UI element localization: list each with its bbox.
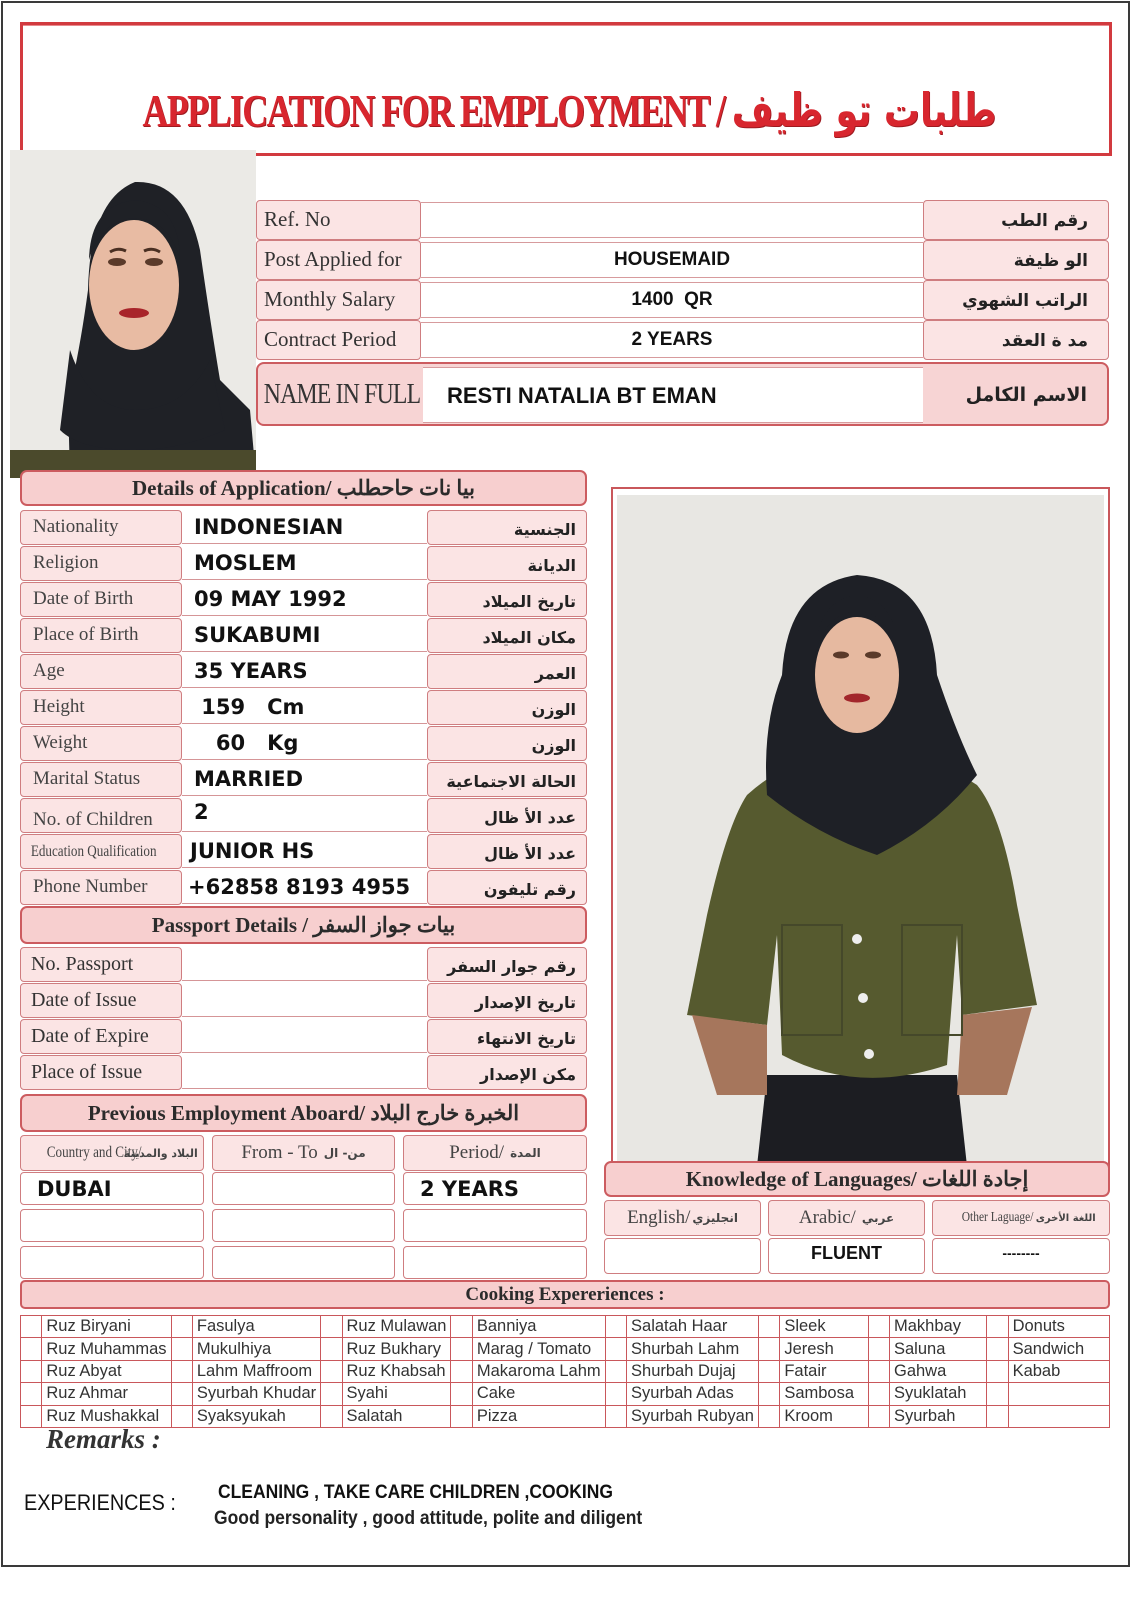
prev-emp-country-1[interactable]: DUBAI [20,1172,204,1205]
other-language-label: Other Laguage/ [962,1210,1034,1225]
cooking-checkbox[interactable] [758,1360,779,1382]
cooking-item: Syurbah Adas [627,1383,759,1405]
cooking-item: Fasulya [192,1316,320,1338]
cooking-checkbox[interactable] [321,1383,342,1405]
cooking-item: Kroom [780,1405,868,1427]
post-applied-arabic: الو ظيفة [923,240,1109,280]
weight-row [20,726,587,761]
cooking-item: Syurbah [890,1405,987,1427]
cooking-checkbox[interactable] [451,1338,472,1360]
monthly-salary-arabic: الراتب الشهوي [923,280,1109,320]
cooking-item: Makaroma Lahm [472,1360,605,1382]
cooking-checkbox[interactable] [758,1383,779,1405]
cooking-item: Ruz Ahmar [42,1383,171,1405]
marital-status-arabic: الحالة الاجتماعية [427,762,587,797]
cooking-checkbox[interactable] [21,1338,42,1360]
period-column-header [403,1135,587,1171]
previous-employment-header: Previous Employment Aboard/ الخبرة خارج البلاد [20,1094,587,1132]
cooking-item: Syuklatah [890,1383,987,1405]
date-of-issue-field[interactable] [182,984,427,1017]
cooking-checkbox[interactable] [868,1405,889,1427]
contract-period-row [256,320,1109,360]
cooking-item: Saluna [890,1338,987,1360]
place-of-issue-label: Place of Issue [20,1055,182,1090]
cooking-row [21,1316,1110,1338]
phone-arabic: رقم تليفون [427,870,587,905]
cooking-item: Ruz Muhammas [42,1338,171,1360]
education-label-cell [20,834,182,869]
place-of-birth-arabic: مكان الميلاد [427,618,587,653]
cooking-item: Cake [472,1383,605,1405]
cooking-item: Gahwa [890,1360,987,1382]
cooking-row [21,1360,1110,1382]
prev-emp-from-to-2[interactable] [212,1209,395,1242]
cooking-checkbox[interactable] [605,1338,626,1360]
title-separator: / [715,85,725,136]
place-of-birth-label: Place of Birth [20,618,182,653]
date-of-birth-arabic: تاريخ الميلاد [427,582,587,617]
cooking-checkbox[interactable] [321,1405,342,1427]
arabic-column-header [768,1200,925,1236]
cooking-item: Ruz Abyat [42,1360,171,1382]
cooking-item: Salatah Haar [627,1316,759,1338]
country-city-label: Country and City/ [47,1144,142,1161]
age-field[interactable]: 35 YEARS [182,655,427,688]
passport-no-row [20,947,587,982]
arabic-level-field[interactable]: FLUENT [768,1238,925,1274]
prev-emp-country-3[interactable] [20,1246,204,1279]
date-of-expire-field[interactable] [182,1020,427,1053]
cooking-checkbox[interactable] [171,1360,192,1382]
applicant-photo-portrait [10,150,256,478]
cooking-item: Lahm Maffroom [192,1360,320,1382]
age-row [20,654,587,689]
arabic-label: Arabic/ [798,1207,856,1228]
english-label: English/ [627,1207,691,1228]
from-to-label: From - To [241,1142,318,1163]
cooking-checkbox[interactable] [171,1405,192,1427]
ref-no-arabic: رقم الطب [923,200,1109,240]
place-of-issue-field[interactable] [182,1056,427,1089]
weight-field[interactable]: 60 Kg [182,727,427,760]
remarks-title: Remarks : [46,1424,161,1454]
cooking-item: Salatah [342,1405,451,1427]
ref-no-row [256,200,1109,240]
date-of-birth-row [20,582,587,617]
religion-field[interactable]: MOSLEM [182,547,427,580]
post-applied-field[interactable]: HOUSEMAID [421,242,923,278]
date-of-issue-label: Date of Issue [20,983,182,1018]
cooking-checkbox[interactable] [605,1316,626,1338]
full-name-row [256,362,1109,426]
age-label: Age [20,654,182,689]
country-city-column-header [20,1135,204,1171]
cooking-row [21,1405,1110,1427]
cooking-item: Sambosa [780,1383,868,1405]
marital-status-field[interactable]: MARRIED [182,763,427,796]
nationality-field[interactable]: INDONESIAN [182,511,427,544]
cooking-item: Mukulhiya [192,1338,320,1360]
monthly-salary-row [256,280,1109,320]
date-of-expire-label: Date of Expire [20,1019,182,1054]
cooking-checkbox[interactable] [451,1405,472,1427]
cooking-checkbox[interactable] [868,1383,889,1405]
cooking-item: Ruz Khabsah [342,1360,451,1382]
nationality-arabic: الجنسية [427,510,587,545]
cooking-checkbox[interactable] [987,1360,1008,1382]
cooking-checkbox[interactable] [605,1383,626,1405]
cooking-checkbox[interactable] [868,1338,889,1360]
from-to-arabic: من- ال [323,1145,366,1160]
cooking-checkbox[interactable] [21,1360,42,1382]
date-of-expire-arabic: تاريخ الانتهاء [427,1019,587,1054]
languages-header: Knowledge of Languages/ إجادة اللغات [604,1161,1110,1197]
cooking-item: Shurbah Dujaj [627,1360,759,1382]
date-of-issue-row [20,983,587,1018]
cooking-checkbox[interactable] [171,1338,192,1360]
country-city-arabic: البلاد والمدينة [123,1146,198,1160]
religion-row [20,546,587,581]
english-level-field[interactable] [604,1238,761,1274]
cooking-item: Sleek [780,1316,868,1338]
children-label: No. of Children [20,798,182,833]
monthly-salary-field[interactable]: 1400 QR [421,282,923,318]
cooking-item: Syurbah Rubyan [627,1405,759,1427]
height-arabic: الوزن [427,690,587,725]
cooking-checkbox[interactable] [451,1316,472,1338]
education-field[interactable]: JUNIOR HS [182,835,427,868]
prev-emp-period-1[interactable]: 2 YEARS [403,1172,587,1205]
cooking-header: Cooking Expereriences : [20,1280,1110,1309]
cooking-row [21,1338,1110,1360]
cooking-checkbox[interactable] [321,1360,342,1382]
children-arabic: عدد الأ ظال [427,798,587,833]
age-arabic: العمر [427,654,587,689]
religion-arabic: الديانة [427,546,587,581]
place-of-issue-arabic: مكن الإصدار [427,1055,587,1090]
title-arabic: طلبات تو ظيف [731,83,997,137]
cooking-item: Makhbay [890,1316,987,1338]
prev-emp-from-to-3[interactable] [212,1246,395,1279]
contract-period-label: Contract Period [256,320,421,360]
cooking-checkbox[interactable] [321,1316,342,1338]
cooking-checkbox[interactable] [171,1383,192,1405]
english-arabic: انجليزي [692,1210,738,1225]
post-applied-label: Post Applied for [256,240,421,280]
cooking-item: Syurbah Khudar [192,1383,320,1405]
english-column-header [604,1200,761,1236]
cooking-checkbox[interactable] [758,1316,779,1338]
cooking-checkbox[interactable] [987,1405,1008,1427]
cooking-checkbox[interactable] [987,1338,1008,1360]
cooking-item: Sandwich [1008,1338,1109,1360]
other-language-arabic: اللغة الأخرى [1035,1212,1096,1224]
passport-no-arabic: رقم جوار السفر [427,947,587,982]
ref-no-field[interactable] [421,202,923,238]
place-of-birth-row [20,618,587,653]
phone-field[interactable]: +62858 8193 4955 [182,871,427,904]
cooking-checkbox[interactable] [21,1316,42,1338]
page-title [142,83,997,137]
cooking-checkbox[interactable] [451,1383,472,1405]
cooking-item: Syaksyukah [192,1405,320,1427]
cooking-item: Marag / Tomato [472,1338,605,1360]
cooking-checkbox[interactable] [21,1383,42,1405]
cooking-checkbox[interactable] [21,1405,42,1427]
period-arabic: المدة [510,1145,541,1160]
height-row [20,690,587,725]
cooking-item: Kabab [1008,1360,1109,1382]
other-language-level-field[interactable]: -------- [932,1238,1110,1274]
height-field[interactable]: 159 Cm [182,691,427,724]
prev-emp-country-2[interactable] [20,1209,204,1242]
cooking-item: Jeresh [780,1338,868,1360]
date-of-expire-row [20,1019,587,1054]
nationality-label: Nationality [20,510,182,545]
children-row [20,798,587,833]
cooking-item: Ruz Biryani [42,1316,171,1338]
cooking-item: Fatair [780,1360,868,1382]
experiences-line-1: CLEANING , TAKE CARE CHILDREN ,COOKING [218,1482,613,1503]
cooking-item: Ruz Mushakkal [42,1405,171,1427]
cooking-checkbox[interactable] [868,1360,889,1382]
date-of-birth-field[interactable]: 09 MAY 1992 [182,583,427,616]
cooking-item: Pizza [472,1405,605,1427]
other-language-column-header [932,1200,1110,1236]
children-field[interactable]: 2 [182,799,427,832]
date-of-birth-label: Date of Birth [20,582,182,617]
cooking-row [21,1383,1110,1405]
cooking-checkbox[interactable] [758,1338,779,1360]
prev-emp-period-2[interactable] [403,1209,587,1242]
full-name-arabic: الاسم الكامل [965,384,1087,406]
education-label: Education Qualification [30,843,157,860]
cooking-checkbox[interactable] [171,1316,192,1338]
monthly-salary-label: Monthly Salary [256,280,421,320]
passport-no-field[interactable] [182,948,427,981]
cooking-item: Shurbah Lahm [627,1338,759,1360]
prev-emp-period-3[interactable] [403,1246,587,1279]
cooking-checkbox[interactable] [868,1316,889,1338]
passport-header: Passport Details / بيات جواز السفر [20,906,587,944]
marital-status-row [20,762,587,797]
title-english: APPLICATION FOR EMPLOYMENT [142,85,709,136]
nationality-row [20,510,587,545]
weight-arabic: الوزن [427,726,587,761]
phone-label: Phone Number [20,870,182,905]
place-of-birth-field[interactable]: SUKABUMI [182,619,427,652]
cooking-item: Syahi [342,1383,451,1405]
cooking-checkbox[interactable] [605,1405,626,1427]
cooking-checkbox[interactable] [987,1316,1008,1338]
marital-status-label: Marital Status [20,762,182,797]
religion-label: Religion [20,546,182,581]
full-name-field[interactable]: RESTI NATALIA BT EMAN [423,367,923,423]
cooking-item [1008,1383,1109,1405]
education-row [20,834,587,869]
cooking-item: Ruz Bukhary [342,1338,451,1360]
title-banner [20,22,1112,156]
cooking-checkbox[interactable] [451,1360,472,1382]
passport-no-label: No. Passport [20,947,182,982]
contract-period-arabic: مد ة العقد [923,320,1109,360]
cooking-checkbox[interactable] [321,1338,342,1360]
ref-no-label: Ref. No [256,200,421,240]
cooking-checkbox[interactable] [987,1383,1008,1405]
education-arabic: عدد الأ ظال [427,834,587,869]
weight-label: Weight [20,726,182,761]
cooking-item [1008,1405,1109,1427]
height-label: Height [20,690,182,725]
cooking-item: Ruz Mulawan [342,1316,451,1338]
place-of-issue-row [20,1055,587,1090]
cooking-item: Banniya [472,1316,605,1338]
full-name-label: NAME IN FULL [263,378,421,410]
contract-period-field[interactable]: 2 YEARS [421,322,923,358]
from-to-column-header [212,1135,395,1171]
cooking-checkbox[interactable] [605,1360,626,1382]
experiences-line-2: Good personality , good attitude, polite and diligent [214,1508,643,1529]
cooking-table [20,1315,1110,1428]
applicant-photo-full-body [617,495,1104,1166]
cooking-item: Donuts [1008,1316,1109,1338]
period-label: Period/ [449,1142,505,1163]
prev-emp-from-to-1[interactable] [212,1172,395,1205]
date-of-issue-arabic: تاريخ الإصدار [427,983,587,1018]
cooking-checkbox[interactable] [758,1405,779,1427]
experiences-label: EXPERIENCES : [24,1490,176,1515]
arabic-arabic: عربي [861,1210,895,1225]
details-header: Details of Application/ بيا نات حاحطلب [20,470,587,506]
phone-row [20,870,587,905]
post-applied-row [256,240,1109,280]
